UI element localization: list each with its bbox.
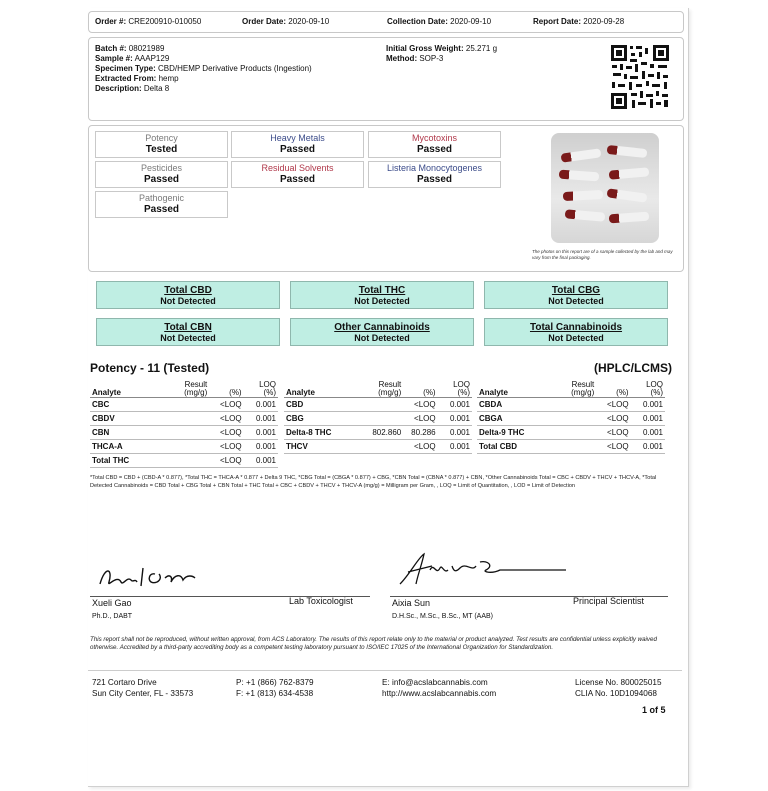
test-mycotoxins: Mycotoxins Passed [368, 131, 501, 158]
signer-left-creds: Ph.D., DABT [92, 613, 133, 620]
qr-code[interactable] [610, 44, 670, 110]
signature-left [95, 556, 285, 596]
analyte-loq: 0.001 [631, 398, 665, 412]
summary-total-cannabinoids: Total Cannabinoids Not Detected [484, 318, 668, 346]
analyte-pct: <LOQ [596, 440, 630, 454]
test-heavy-metals: Heavy Metals Passed [231, 131, 364, 158]
analyte-pct: <LOQ [596, 398, 630, 412]
potency-table-1 [90, 376, 278, 468]
photo-note: The photos on this report are of a sample collected by the lab and may vary from the final packaging. [532, 249, 673, 260]
test-pathogenic: Pathogenic Passed [95, 191, 228, 218]
analyte-name: Total CBD [477, 440, 546, 454]
signer-right-title: Principal Scientist [573, 596, 645, 606]
description-line: Description: Delta 8 [95, 84, 170, 93]
analyte-loq: 0.001 [631, 426, 665, 440]
table-row [477, 440, 665, 454]
summary-other-cannabinoids: Other Cannabinoids Not Detected [290, 318, 474, 346]
analyte-loq: 0.001 [244, 412, 278, 426]
analyte-result [159, 426, 210, 440]
analyte-result [546, 398, 597, 412]
potency-title: Potency - 11 (Tested) [90, 361, 210, 375]
analyte-loq: 0.001 [244, 454, 278, 468]
test-residual-solvents: Residual Solvents Passed [231, 161, 364, 188]
table-row [477, 412, 665, 426]
analyte-pct: <LOQ [403, 398, 437, 412]
analyte-result [159, 440, 210, 454]
analyte-name: THCV [284, 440, 353, 454]
sample-info [88, 37, 684, 121]
phone-fax: P: +1 (866) 762-8379 F: +1 (813) 634-4538 [236, 678, 314, 698]
header-loq: LOQ (%) [244, 376, 278, 398]
analyte-name: CBG [284, 412, 353, 426]
signer-left-title: Lab Toxicologist [289, 596, 353, 606]
potency-method: (HPLC/LCMS) [594, 361, 672, 375]
table-row [90, 398, 278, 412]
table-row [90, 426, 278, 440]
analyte-loq: 0.001 [244, 440, 278, 454]
header-loq: LOQ (%) [631, 376, 665, 398]
header-pct: (%) [209, 376, 243, 398]
table-row [90, 412, 278, 426]
analyte-result: 802.860 [353, 426, 404, 440]
analyte-name: CBDV [90, 412, 159, 426]
header-result: Result (mg/g) [546, 376, 597, 398]
analyte-result [546, 426, 597, 440]
license-info: License No. 800025015 CLIA No. 10D1094068 [575, 678, 662, 698]
email-link[interactable]: E: info@acslabcannabis.com [382, 678, 488, 687]
analyte-pct: <LOQ [209, 412, 243, 426]
analyte-name: CBC [90, 398, 159, 412]
analyte-pct: <LOQ [596, 412, 630, 426]
potency-table-2 [284, 376, 472, 454]
address: 721 Cortaro Drive Sun City Center, FL - 33573 [92, 678, 194, 698]
analyte-loq: 0.001 [438, 398, 472, 412]
signer-right-creds: D.H.Sc., M.Sc., B.Sc., MT (AAB) [392, 613, 493, 620]
header-result: Result (mg/g) [353, 376, 404, 398]
analyte-pct: <LOQ [209, 398, 243, 412]
collection-date: Collection Date: 2020-09-10 [387, 17, 492, 26]
test-pesticides: Pesticides Passed [95, 161, 228, 188]
analyte-loq: 0.001 [438, 440, 472, 454]
analyte-loq: 0.001 [244, 426, 278, 440]
table-row [90, 454, 278, 468]
header-analyte: Analyte [90, 376, 159, 398]
website-link[interactable]: http://www.acslabcannabis.com [382, 689, 497, 698]
qr-code-icon [610, 44, 670, 110]
analyte-name: CBN [90, 426, 159, 440]
analyte-loq: 0.001 [438, 412, 472, 426]
disclaimer: This report shall not be reproduced, without written approval, from ACS Laboratory. The results of this report relate only to the material or product analyzed. Test results are confidential unless explicitly waived otherwise. Accredited by a third-party accrediting body as a competent testing laboratory pursuant to ISO/IEC 17025 of the International Organization for Standardization. [90, 636, 657, 651]
analyte-name: CBD [284, 398, 353, 412]
analyte-name: THCA-A [90, 440, 159, 454]
signature-right [396, 548, 586, 590]
header-analyte: Analyte [477, 376, 546, 398]
test-potency: Potency Tested [95, 131, 228, 158]
analyte-name: CBDA [477, 398, 546, 412]
analyte-pct: <LOQ [209, 454, 243, 468]
analyte-pct: <LOQ [209, 440, 243, 454]
table-row [284, 440, 472, 454]
order-header [88, 11, 684, 33]
analyte-result [546, 440, 597, 454]
analyte-result [159, 398, 210, 412]
summary-total-thc: Total THC Not Detected [290, 281, 474, 309]
analyte-result [353, 412, 404, 426]
table-row [284, 426, 472, 440]
analyte-loq: 0.001 [631, 412, 665, 426]
analyte-pct: <LOQ [209, 426, 243, 440]
order-number: Order #: CRE200910-010050 [95, 17, 202, 26]
method-line: Method: SOP-3 [386, 54, 444, 63]
specimen-line: Specimen Type: CBD/HEMP Derivative Products (Ingestion) [95, 64, 312, 73]
weight-line: Initial Gross Weight: 25.271 g [386, 44, 498, 53]
analyte-pct: 80.286 [403, 426, 437, 440]
test-listeria: Listeria Monocytogenes Passed [368, 161, 501, 188]
analyte-result [159, 454, 210, 468]
table-row [90, 440, 278, 454]
extracted-line: Extracted From: hemp [95, 74, 179, 83]
sample-line: Sample #: AAAP129 [95, 54, 170, 63]
analyte-pct: <LOQ [596, 426, 630, 440]
analyte-result [353, 398, 404, 412]
sample-photo [551, 133, 659, 243]
analyte-loq: 0.001 [631, 440, 665, 454]
table-row [477, 426, 665, 440]
analyte-result [159, 412, 210, 426]
analyte-pct: <LOQ [403, 412, 437, 426]
analyte-name: Delta-9 THC [477, 426, 546, 440]
analyte-result [353, 440, 404, 454]
batch-line: Batch #: 08021989 [95, 44, 165, 53]
header-pct: (%) [403, 376, 437, 398]
summary-total-cbd: Total CBD Not Detected [96, 281, 280, 309]
signer-left-name: Xueli Gao [92, 598, 132, 608]
page-number: 1 of 5 [642, 705, 666, 715]
header-analyte: Analyte [284, 376, 353, 398]
summary-total-cbn: Total CBN Not Detected [96, 318, 280, 346]
table-row [477, 398, 665, 412]
analyte-loq: 0.001 [438, 426, 472, 440]
header-result: Result (mg/g) [159, 376, 210, 398]
potency-table-3 [477, 376, 665, 454]
table-row [284, 412, 472, 426]
analyte-pct: <LOQ [403, 440, 437, 454]
divider [88, 670, 682, 671]
signer-right-name: Aixia Sun [392, 598, 431, 608]
analyte-name: Delta-8 THC [284, 426, 353, 440]
email-web [382, 677, 496, 699]
table-row [284, 398, 472, 412]
summary-total-cbg: Total CBG Not Detected [484, 281, 668, 309]
report-date: Report Date: 2020-09-28 [533, 17, 625, 26]
analyte-result [546, 412, 597, 426]
analyte-name: CBGA [477, 412, 546, 426]
header-loq: LOQ (%) [438, 376, 472, 398]
footnote: *Total CBD = CBD + (CBD-A * 0.877), *Total THC = THCA-A * 0.877 + Delta 9 THC, *CBG Total = (CBGA * 0.877) + CBG, *CBN Total = (CBNA * 0.877) + CBN, *Other Cannabinoids Total = CBC + CBDV + THCV + THCV-A, *Total Detected Cannabinoids = CBD Total + CBG Total + CBN Total + THC Total + CBC + CBDV + THCV + THCV-A (mg/g) = Milligram per Gram, , LOQ = Limit of Quantitation, , LOD = Limit of Detection [90, 475, 657, 489]
order-date: Order Date: 2020-09-10 [242, 17, 330, 26]
header-pct: (%) [596, 376, 630, 398]
analyte-name: Total THC [90, 454, 159, 468]
analyte-loq: 0.001 [244, 398, 278, 412]
